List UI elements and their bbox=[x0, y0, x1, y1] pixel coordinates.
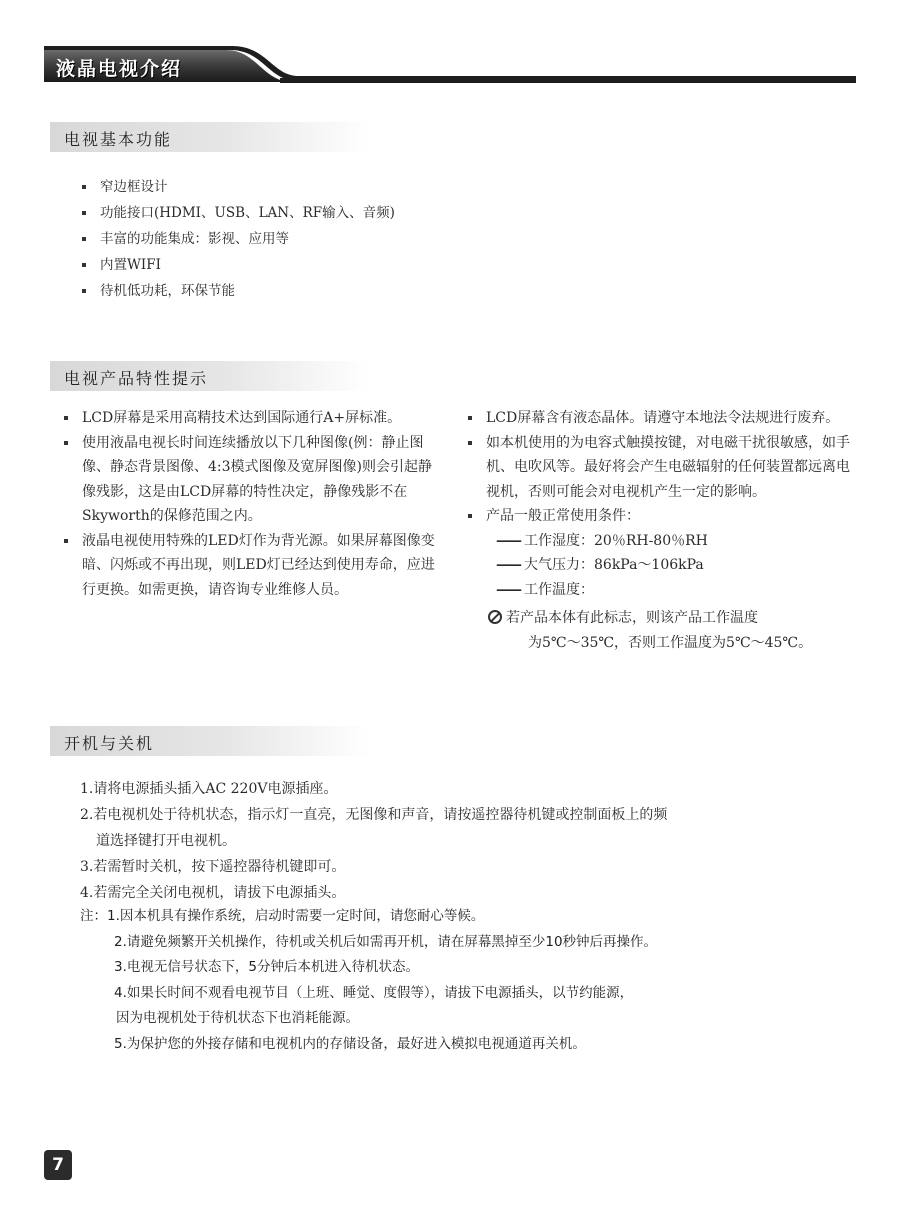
dash: —— bbox=[496, 532, 520, 549]
note-item: 4.如果长时间不观看电视节目（上班、睡觉、度假等），请拔下电源插头，以节约能源， bbox=[114, 984, 634, 1001]
section-title: 开机与关机 bbox=[64, 734, 155, 753]
power-step-continued: 道选择键打开电视机。 bbox=[96, 833, 236, 849]
list-item: 丰富的功能集成：影视、应用等 bbox=[82, 226, 395, 252]
conditions-title: 产品一般正常使用条件： bbox=[486, 508, 640, 524]
header-banner bbox=[0, 0, 898, 100]
list-item: 窄边框设计 bbox=[82, 174, 395, 200]
list-item: 使用液晶电视长时间连续播放以下几种图像(例：静止图像、静态背景图像、4:3模式图像及宽屏图像)则会引起静像残影，这是由LCD屏幕的特性决定，静像残影不在Skyworth的保修范围之内。 bbox=[64, 431, 440, 529]
power-step: 1.请将电源插头插入AC 220V电源插座。 bbox=[80, 781, 338, 797]
property-list-left bbox=[64, 406, 440, 602]
list-item: LCD屏幕是采用高精技术达到国际通行A+屏标准。 bbox=[64, 406, 440, 431]
list-item: 待机低功耗，环保节能 bbox=[82, 278, 395, 304]
no-sign-icon bbox=[488, 610, 502, 624]
dash: —— bbox=[496, 581, 520, 598]
power-steps bbox=[80, 776, 860, 906]
power-step: 4.若需完全关闭电视机，请拔下电源插头。 bbox=[80, 885, 346, 901]
property-list-right bbox=[468, 406, 850, 655]
note-item: 2.请避免频繁开关机操作，待机或关机后如需再开机，请在屏幕黑掉至少10秒钟后再操作。 bbox=[114, 933, 658, 950]
feature-list bbox=[82, 174, 395, 304]
note-item: 3.电视无信号状态下，5分钟后本机进入待机状态。 bbox=[114, 959, 419, 975]
header-title: 液晶电视介绍 bbox=[56, 58, 183, 80]
condition-text: 工作湿度：20％RH-80％RH bbox=[524, 532, 708, 549]
list-item: 内置WIFI bbox=[82, 252, 395, 278]
section-header-features bbox=[50, 122, 370, 152]
note-line-2: 为5℃～35℃，否则工作温度为5℃～45℃。 bbox=[528, 634, 813, 651]
list-item: 功能接口(HDMI、USB、LAN、RF输入、音频) bbox=[82, 200, 395, 226]
conditions-item bbox=[468, 504, 850, 655]
condition-temperature bbox=[486, 578, 850, 603]
temperature-note bbox=[486, 606, 850, 631]
section-header-properties bbox=[50, 361, 370, 391]
page-number: 7 bbox=[44, 1150, 72, 1180]
condition-text: 大气压力：86kPa～106kPa bbox=[524, 557, 704, 573]
note-line-1: 若产品本体有此标志，则该产品工作温度 bbox=[506, 610, 758, 626]
note-item-continued: 因为电视机处于待机状态下也消耗能源。 bbox=[116, 1010, 359, 1026]
note-item: 5.为保护您的外接存储和电视机内的存储设备，最好进入模拟电视通道再关机。 bbox=[114, 1035, 586, 1052]
section-header-power bbox=[50, 726, 370, 756]
condition-pressure bbox=[486, 553, 850, 578]
condition-humidity bbox=[486, 529, 850, 554]
power-step: 3.若需暂时关机，按下遥控器待机键即可。 bbox=[80, 859, 346, 875]
list-item: 如本机使用的为电容式触摸按键，对电磁干扰很敏感，如手机、电吹风等。最好将会产生电磁辐射的任何装置都远离电视机，否则可能会对电视机产生一定的影响。 bbox=[468, 431, 850, 505]
dash: —— bbox=[496, 557, 520, 573]
section-title: 电视产品特性提示 bbox=[64, 369, 209, 388]
section-title: 电视基本功能 bbox=[64, 130, 173, 149]
list-item: LCD屏幕含有液态晶体。请遵守本地法令法规进行废弃。 bbox=[468, 406, 850, 431]
note-item: 注：1.因本机具有操作系统，启动时需要一定时间，请您耐心等候。 bbox=[80, 908, 485, 924]
power-notes bbox=[80, 904, 870, 1057]
condition-text: 工作温度： bbox=[524, 581, 594, 598]
list-item: 液晶电视使用特殊的LED灯作为背光源。如果屏幕图像变暗、闪烁或不再出现，则LED灯已经达到使用寿命，应进行更换。如需更换，请咨询专业维修人员。 bbox=[64, 529, 440, 603]
power-step: 2.若电视机处于待机状态，指示灯一直亮，无图像和声音，请按遥控器待机键或控制面板上的频 bbox=[80, 807, 668, 823]
